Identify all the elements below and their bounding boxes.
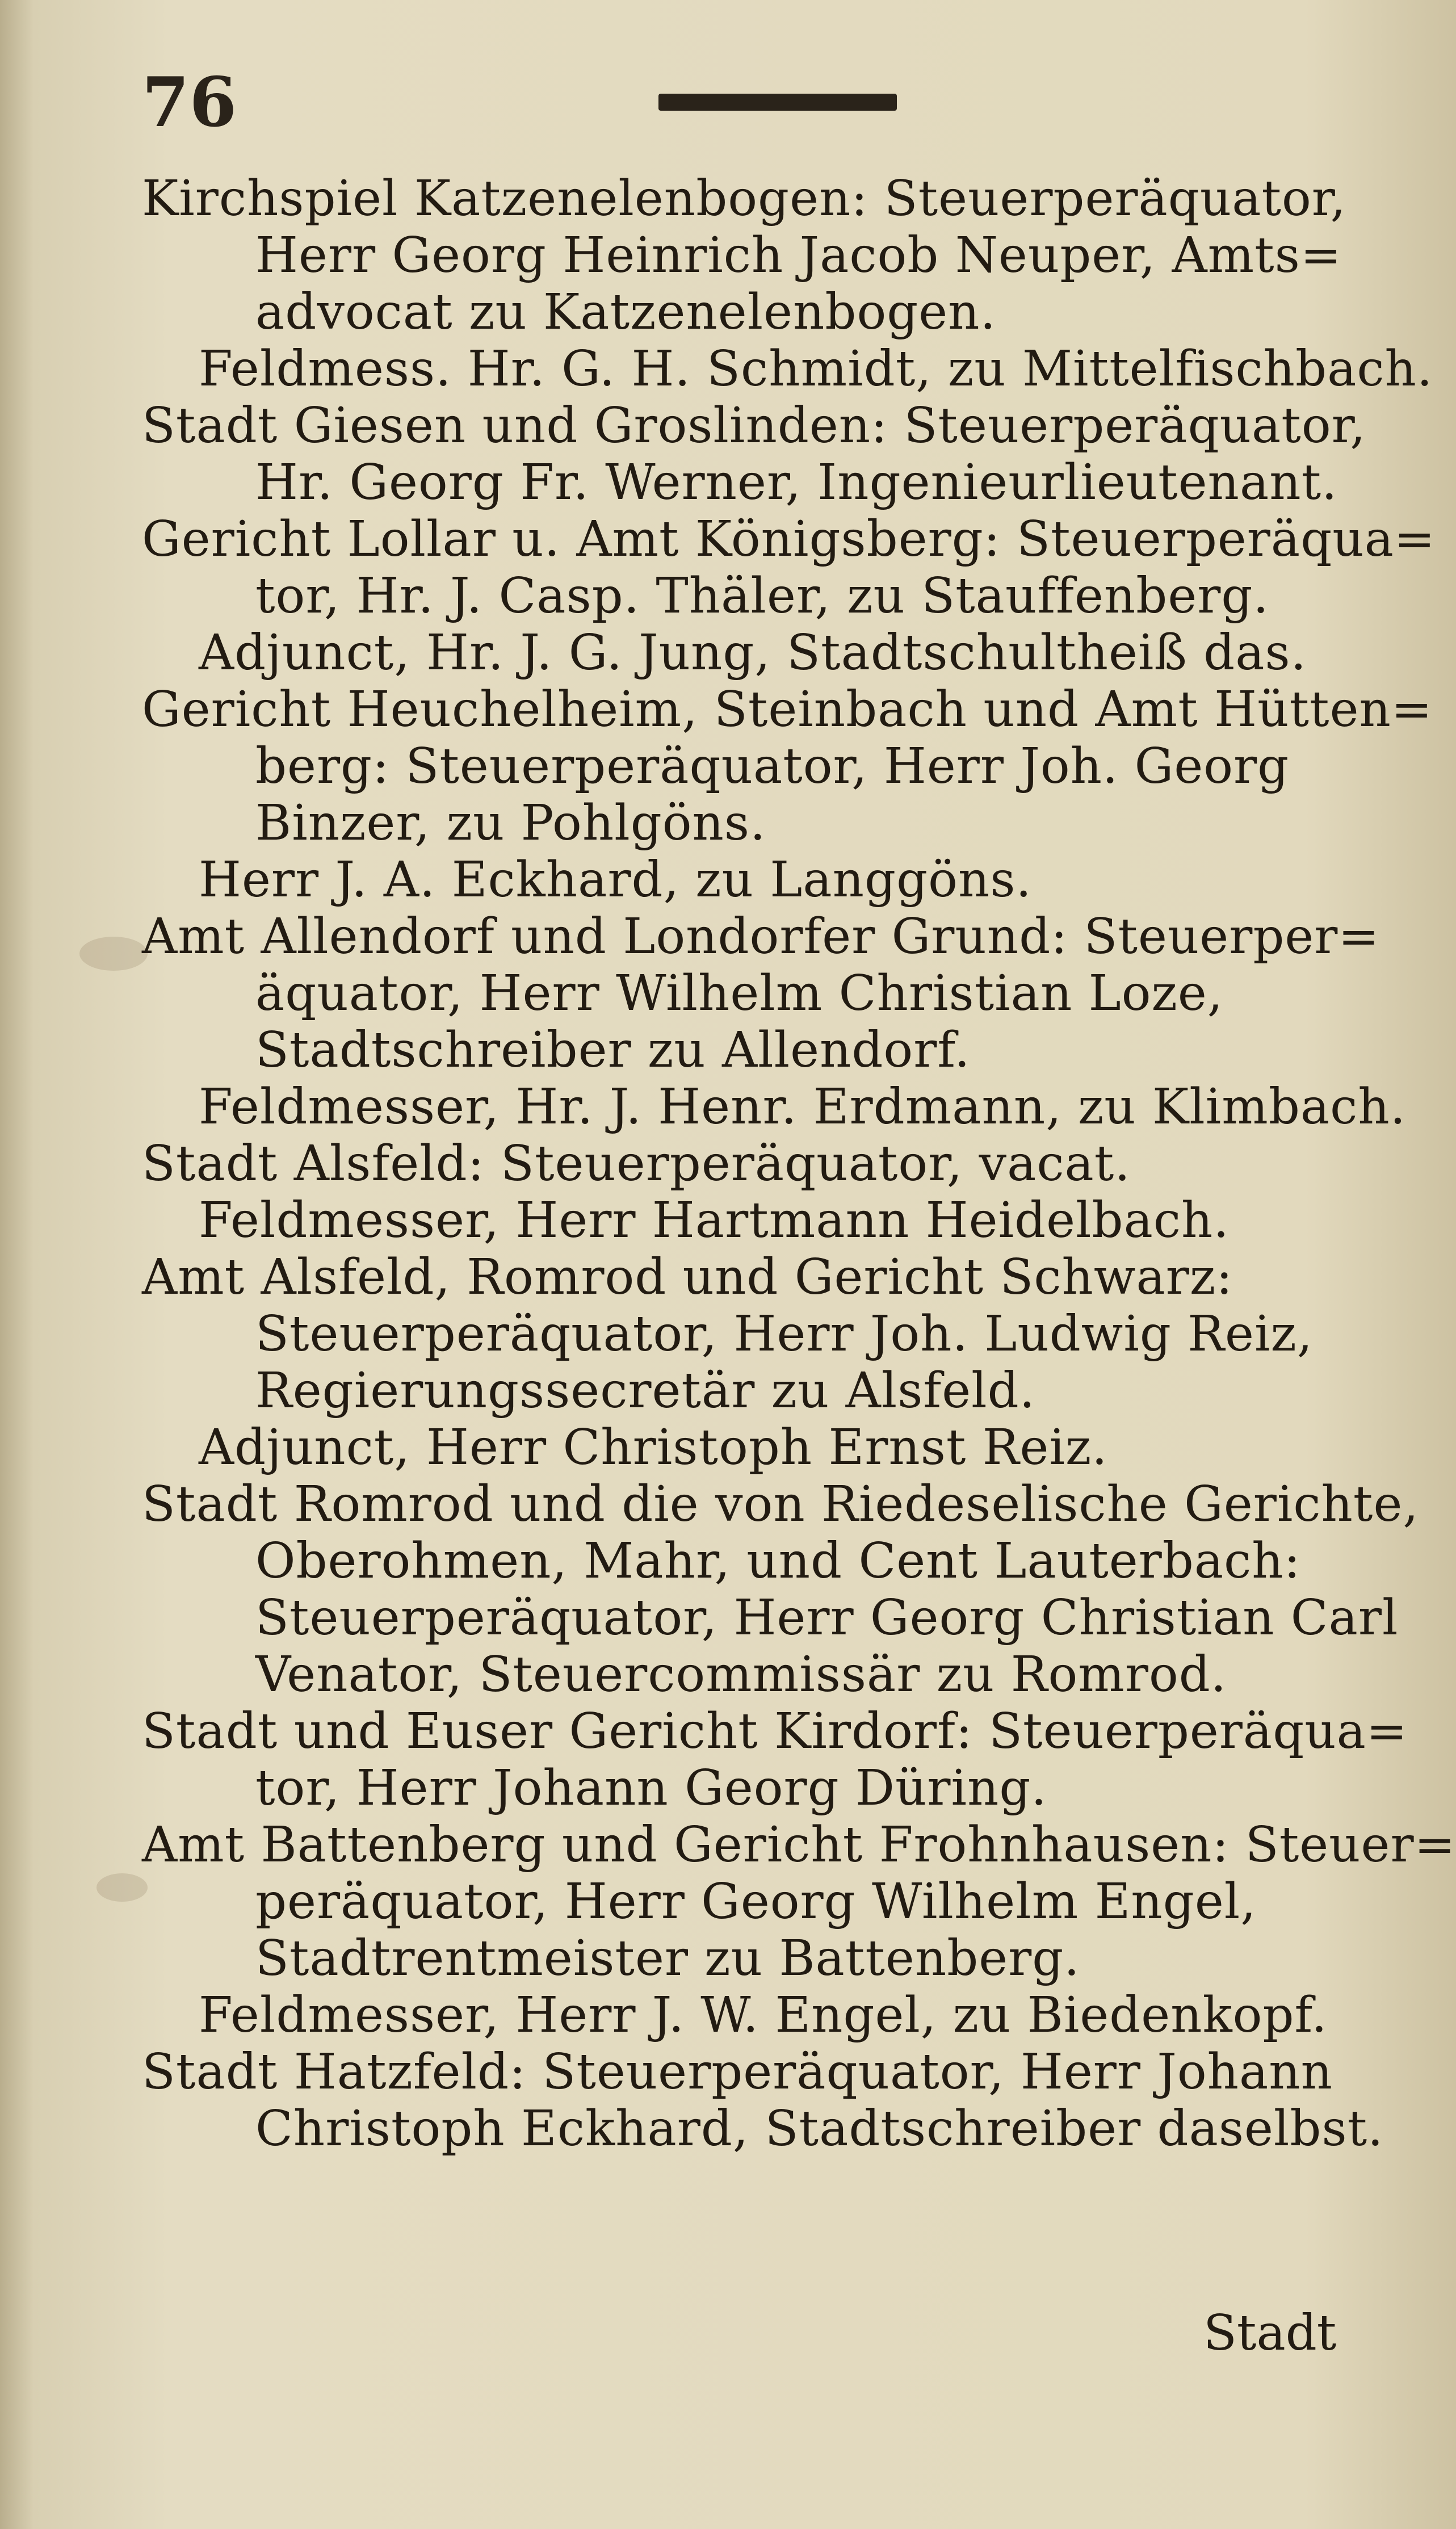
- text-line: Oberohmen, Mahr, und Cent Lauterbach:: [255, 1533, 1301, 1589]
- text-line: peräquator, Herr Georg Wilhelm Engel,: [255, 1873, 1257, 1930]
- text-line: Amt Alsfeld, Romrod und Gericht Schwarz:: [142, 1249, 1233, 1306]
- text-line: äquator, Herr Wilhelm Christian Loze,: [255, 965, 1224, 1022]
- text-line: Gericht Heuchelheim, Steinbach und Amt Hütten=: [142, 681, 1433, 738]
- text-line: Herr Georg Heinrich Jacob Neuper, Amts=: [255, 227, 1342, 284]
- text-line: Adjunct, Hr. J. G. Jung, Stadtschultheiß das.: [199, 624, 1307, 681]
- text-line: Steuerperäquator, Herr Joh. Ludwig Reiz,: [255, 1306, 1314, 1362]
- text-line: Stadt und Euser Gericht Kirdorf: Steuerperäqua=: [142, 1703, 1408, 1760]
- text-line: Amt Battenberg und Gericht Frohnhausen: Steuer=: [142, 1817, 1456, 1873]
- text-line: Kirchspiel Katzenelenbogen: Steuerperäquator,: [142, 170, 1346, 227]
- header-ornament: [658, 94, 897, 111]
- text-line: berg: Steuerperäquator, Herr Joh. Georg: [255, 738, 1290, 795]
- text-line: Amt Allendorf und Londorfer Grund: Steuerper=: [142, 908, 1380, 965]
- text-line: Feldmesser, Hr. J. Henr. Erdmann, zu Klimbach.: [199, 1079, 1407, 1135]
- text-line: Venator, Steuercommissär zu Romrod.: [255, 1646, 1227, 1703]
- text-line: Feldmesser, Herr J. W. Engel, zu Biedenkopf.: [199, 1987, 1328, 2044]
- text-line: tor, Hr. J. Casp. Thäler, zu Stauffenberg.: [255, 568, 1269, 624]
- text-line: Stadt Hatzfeld: Steuerperäquator, Herr Johann: [142, 2044, 1333, 2100]
- text-line: Stadt Giesen und Groslinden: Steuerperäquator,: [142, 397, 1366, 454]
- text-line: Gericht Lollar u. Amt Königsberg: Steuerperäqua=: [142, 511, 1436, 568]
- text-line: advocat zu Katzenelenbogen.: [255, 284, 996, 341]
- paper-stain: [79, 937, 148, 971]
- text-line: tor, Herr Johann Georg Düring.: [255, 1760, 1047, 1817]
- text-line: Stadtrentmeister zu Battenberg.: [255, 1930, 1080, 1987]
- page-number: 76: [142, 62, 237, 142]
- text-line: Stadtschreiber zu Allendorf.: [255, 1022, 971, 1079]
- text-line: Christoph Eckhard, Stadtschreiber daselbst.: [255, 2100, 1384, 2157]
- text-line: Herr J. A. Eckhard, zu Langgöns.: [199, 852, 1032, 908]
- text-line: Steuerperäquator, Herr Georg Christian Carl: [255, 1589, 1399, 1646]
- text-line: Feldmesser, Herr Hartmann Heidelbach.: [199, 1192, 1230, 1249]
- text-line: Stadt Alsfeld: Steuerperäquator, vacat.: [142, 1135, 1131, 1192]
- text-line: Adjunct, Herr Christoph Ernst Reiz.: [199, 1419, 1108, 1476]
- text-line: Regierungssecretär zu Alsfeld.: [255, 1362, 1036, 1419]
- text-line: Stadt Romrod und die von Riedeselische Gerichte,: [142, 1476, 1419, 1533]
- text-line: Binzer, zu Pohlgöns.: [255, 795, 766, 852]
- text-line: Feldmess. Hr. G. H. Schmidt, zu Mittelfischbach.: [199, 341, 1433, 397]
- paper-stain: [96, 1873, 148, 1902]
- catchword: Stadt: [1203, 2305, 1337, 2362]
- text-line: Hr. Georg Fr. Werner, Ingenieurlieutenant.: [255, 454, 1338, 511]
